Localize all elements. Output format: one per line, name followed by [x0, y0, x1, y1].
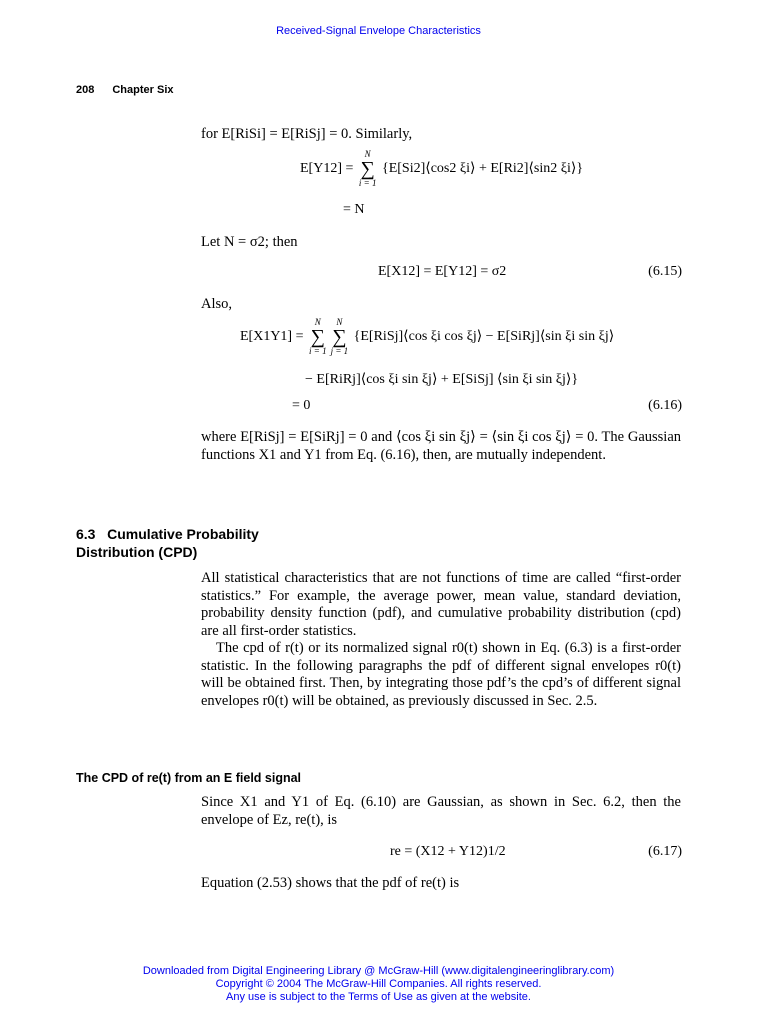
equation-number-6-17: (6.17): [648, 844, 682, 859]
paragraph-since: Since X1 and Y1 of Eq. (6.10) are Gaussian, as shown in Sec. 6.2, then the envelope of Ez, re(t), is: [201, 794, 681, 828]
equation-exy-line2: − E[RiRj]⟨cos ξi sin ξj⟩ + E[SiSj] ⟨sin ξi sin ξj⟩}: [305, 372, 579, 387]
paragraph-where: where E[RiSj] = E[SiRj] = 0 and ⟨cos ξi sin ξj⟩ = ⟨sin ξi cos ξj⟩ = 0. The Gaussian functions X1 and Y1 from Eq. (6.16), then, are mutually independent.: [201, 429, 681, 463]
let-line: Let N = σ2; then: [201, 234, 298, 250]
paragraph-cpd-1: All statistical characteristics that are not functions of time are called “first-order statistics.” For example, the average power, mean value, standard deviation, probability density function (pdf), and cumulative probability distribution (cpd) are all first-order statistics.: [201, 570, 681, 639]
equation-ey-result: = N: [343, 202, 365, 217]
equation-number-6-15: (6.15): [648, 264, 682, 279]
section-title-line1: Cumulative Probability: [107, 526, 259, 542]
summation-symbol-i: N ∑ i = 1: [309, 317, 327, 356]
equation-ey: [300, 150, 583, 188]
section-number: 6.3: [76, 526, 96, 542]
summation-symbol-j: N ∑ j = 1: [330, 317, 349, 356]
summation-symbol: N ∑ i = 1: [358, 149, 377, 188]
equation-ey-label: E[Y12] =: [300, 161, 354, 177]
equation-number-6-16: (6.16): [648, 398, 682, 413]
intro-line: for E[RiSi] = E[RiSj] = 0. Similarly,: [201, 126, 413, 142]
page-header: [76, 84, 174, 96]
section-heading: [76, 525, 259, 561]
footer-download-link[interactable]: Downloaded from Digital Engineering Library @ McGraw-Hill (www.digitalengineeringlibrary.com): [142, 965, 615, 977]
footer-terms[interactable]: Any use is subject to the Terms of Use as given at the website.: [226, 991, 531, 1003]
chapter-label: Chapter Six: [112, 84, 174, 96]
equation-6-17: re = (X12 + Y12)1/2: [390, 844, 506, 859]
footer-copyright: Copyright © 2004 The McGraw-Hill Companies. All rights reserved.: [215, 978, 542, 990]
equation-exy-line1: {E[RiSj]⟨cos ξi cos ξj⟩ − E[SiRj]⟨sin ξi sin ξj⟩: [353, 329, 615, 345]
equation-ey-body: {E[Si2]⟨cos2 ξi⟩ + E[Ri2]⟨sin2 ξi⟩}: [381, 161, 584, 177]
page-number: 208: [76, 84, 95, 96]
equation-exy-label: E[X1Y1] =: [240, 329, 304, 345]
equation-6-15: E[X12] = E[Y12] = σ2: [378, 264, 507, 279]
also-label: Also,: [201, 296, 233, 312]
equation-exy: [240, 318, 614, 356]
equation-exy-line3: = 0: [292, 398, 311, 413]
section-title-line2: Distribution (CPD): [76, 544, 198, 560]
running-title: Received-Signal Envelope Characteristics: [276, 25, 481, 37]
footer: [0, 965, 757, 1004]
paragraph-equation-2-53: Equation (2.53) shows that the pdf of re(t) is: [201, 875, 460, 891]
subsection-heading: The CPD of re(t) from an E field signal: [76, 771, 302, 785]
paragraph-cpd-2: The cpd of r(t) or its normalized signal r0(t) shown in Eq. (6.3) is a first-order statistic. In the following paragraphs the pdf of different signal envelopes r0(t) will be obtained first. Then, by integrating those pdf’s the cpd’s of different signal envelopes r0(t) will be obtained, as previously discussed in Sec. 2.5.: [201, 640, 681, 709]
